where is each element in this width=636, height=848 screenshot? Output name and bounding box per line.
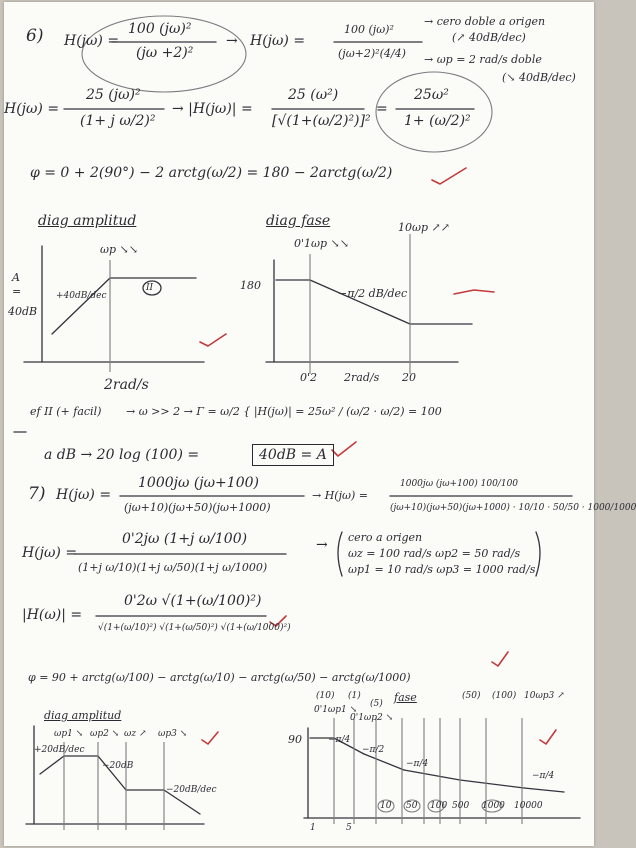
slope-label: −π/2 dB/dec xyxy=(338,287,408,300)
equation-numerator: 25 (jω)² xyxy=(86,87,141,103)
axis-label: 90 xyxy=(288,733,302,746)
slope-label: −20dB xyxy=(102,761,134,771)
diagram-title: fase xyxy=(394,691,417,704)
diagram-label: ωp3 ↘ xyxy=(158,729,188,739)
top-value: (5) xyxy=(370,699,383,709)
slope-label: −π/4 xyxy=(406,759,429,769)
list-item: cero a origen xyxy=(348,531,423,544)
axis-tick: 10000 xyxy=(514,801,543,811)
diagram-label: 10ωp3 ↗ xyxy=(524,691,565,701)
top-value: (100) xyxy=(492,691,517,701)
axis-label: 180 xyxy=(240,279,261,292)
equation-denominator: (jω+10)(jω+50)(jω+1000) · 10/10 · 50/50 · 1000/1000 xyxy=(390,503,636,513)
diagram-title: diag fase xyxy=(266,213,331,229)
diagram-label: 0'1ωp1 ↘ xyxy=(314,705,358,715)
list-item: ωz = 100 rad/s ωp2 = 50 rad/s xyxy=(348,547,521,560)
axis-label: A xyxy=(12,271,20,284)
diagram-label: ωz ↗ xyxy=(124,729,147,739)
annotation: (↘ 40dB/dec) xyxy=(502,71,576,84)
top-value: (10) xyxy=(316,691,335,701)
axis-tick: 2rad/s xyxy=(344,371,380,384)
equation-denominator: [√(1+(ω/2)²)]² xyxy=(272,113,371,129)
axis-tick: 1000 xyxy=(482,801,505,811)
diagram-title: diag amplitud xyxy=(38,213,137,229)
equation-numerator: 0'2ω √(1+(ω/100)²) xyxy=(124,593,262,609)
equation-lhs: H(jω) = xyxy=(250,33,306,49)
equation-numerator: 25ω² xyxy=(414,87,449,103)
slope-label: −π/2 xyxy=(362,745,385,755)
diagram-label: ωp1 ↘ xyxy=(54,729,84,739)
annotation: (↗ 40dB/dec) xyxy=(452,31,526,44)
note: ef II (+ facil) xyxy=(30,405,102,418)
axis-tick: 500 xyxy=(452,801,470,811)
top-value: (50) xyxy=(462,691,481,701)
axis-tick: 100 xyxy=(430,801,448,811)
equation-lhs: → H(jω) = xyxy=(312,489,368,502)
diagram-label: ωp2 ↘ xyxy=(90,729,120,739)
equation-denominator: √(1+(ω/10)²) √(1+(ω/50)²) √(1+(ω/1000)²) xyxy=(98,623,291,633)
phase-equation: φ = 0 + 2(90°) − 2 arctg(ω/2) = 180 − 2arctg(ω/2) xyxy=(30,165,393,181)
slope-label: +40dB/dec xyxy=(56,291,107,301)
equation-denominator: 1+ (ω/2)² xyxy=(404,113,471,129)
equation-lhs: H(jω) = xyxy=(22,545,78,561)
equation-numerator: 1000jω (jω+100) xyxy=(138,475,259,491)
region-label: II xyxy=(146,283,154,293)
note: → ω >> 2 → Γ = ω/2 { |H(jω)| = 25ω² / (ω/2 · ω/2) = 100 xyxy=(126,405,442,418)
result-box: 40dB = A xyxy=(252,444,334,466)
equation-numerator: 25 (ω²) xyxy=(288,87,339,103)
equation-denominator: (1+j ω/10)(1+j ω/50)(1+j ω/1000) xyxy=(78,561,268,574)
axis-tick: 0'2 xyxy=(300,371,318,384)
equation-numerator: 100 (jω)² xyxy=(128,21,192,37)
phase-equation: φ = 90 + arctg(ω/100) − arctg(ω/10) − arctg(ω/50) − arctg(ω/1000) xyxy=(28,671,411,684)
axis-tick: 20 xyxy=(402,371,416,384)
top-value: (1) xyxy=(348,691,361,701)
annotation: → cero doble a origen xyxy=(424,15,546,28)
arrow: → xyxy=(226,33,238,49)
diagram-label: ωp ↘↘ xyxy=(100,243,138,256)
equation-lhs: H(jω) = xyxy=(4,101,60,117)
axis-tick: 1 xyxy=(310,823,316,833)
equals-sign: = xyxy=(376,101,388,117)
axis-tick: 50 xyxy=(406,801,418,811)
axis-tick: 2rad/s xyxy=(104,377,149,393)
equation-lhs: H(jω) = xyxy=(64,33,120,49)
slope-label: −π/4 xyxy=(328,735,351,745)
slope-label: −π/4 xyxy=(532,771,555,781)
axis-tick: 10 xyxy=(380,801,392,811)
equation-denominator: (jω+10)(jω+50)(jω+1000) xyxy=(124,501,271,514)
equation-lhs: |H(ω)| = xyxy=(22,607,83,623)
problem-number: 6) xyxy=(26,26,44,46)
equation-numerator: 1000jω (jω+100) 100/100 xyxy=(400,479,519,489)
problem-number: 7) xyxy=(28,484,46,504)
notebook-page xyxy=(4,2,636,846)
axis-label: = xyxy=(12,285,22,298)
equation-denominator: (jω+2)²(4/4) xyxy=(338,47,406,60)
diagram-label: 10ωp ↗↗ xyxy=(398,221,450,234)
note: a dB → 20 log (100) = xyxy=(44,447,200,463)
axis-tick: 5 xyxy=(346,823,352,833)
equation-lhs: → |H(jω)| = xyxy=(172,101,253,117)
equation-numerator: 100 (jω)² xyxy=(344,23,394,36)
slope-label: +20dB/dec xyxy=(34,745,85,755)
axis-label: 40dB xyxy=(8,305,38,318)
list-item: ωp1 = 10 rad/s ωp3 = 1000 rad/s xyxy=(348,563,536,576)
equation-denominator: (jω +2)² xyxy=(136,45,194,61)
diagram-label: 0'1ωp ↘↘ xyxy=(294,237,349,250)
diagram-title: diag amplitud xyxy=(44,709,122,722)
annotation: → ωp = 2 rad/s doble xyxy=(424,53,542,66)
diagram-label: 0'1ωp2 ↘ xyxy=(350,713,394,723)
slope-label: −20dB/dec xyxy=(166,785,217,795)
equation-denominator: (1+ j ω/2)² xyxy=(80,113,156,129)
arrow: → xyxy=(316,537,328,553)
equation-lhs: H(jω) = xyxy=(56,487,112,503)
equation-numerator: 0'2jω (1+j ω/100) xyxy=(122,531,248,547)
